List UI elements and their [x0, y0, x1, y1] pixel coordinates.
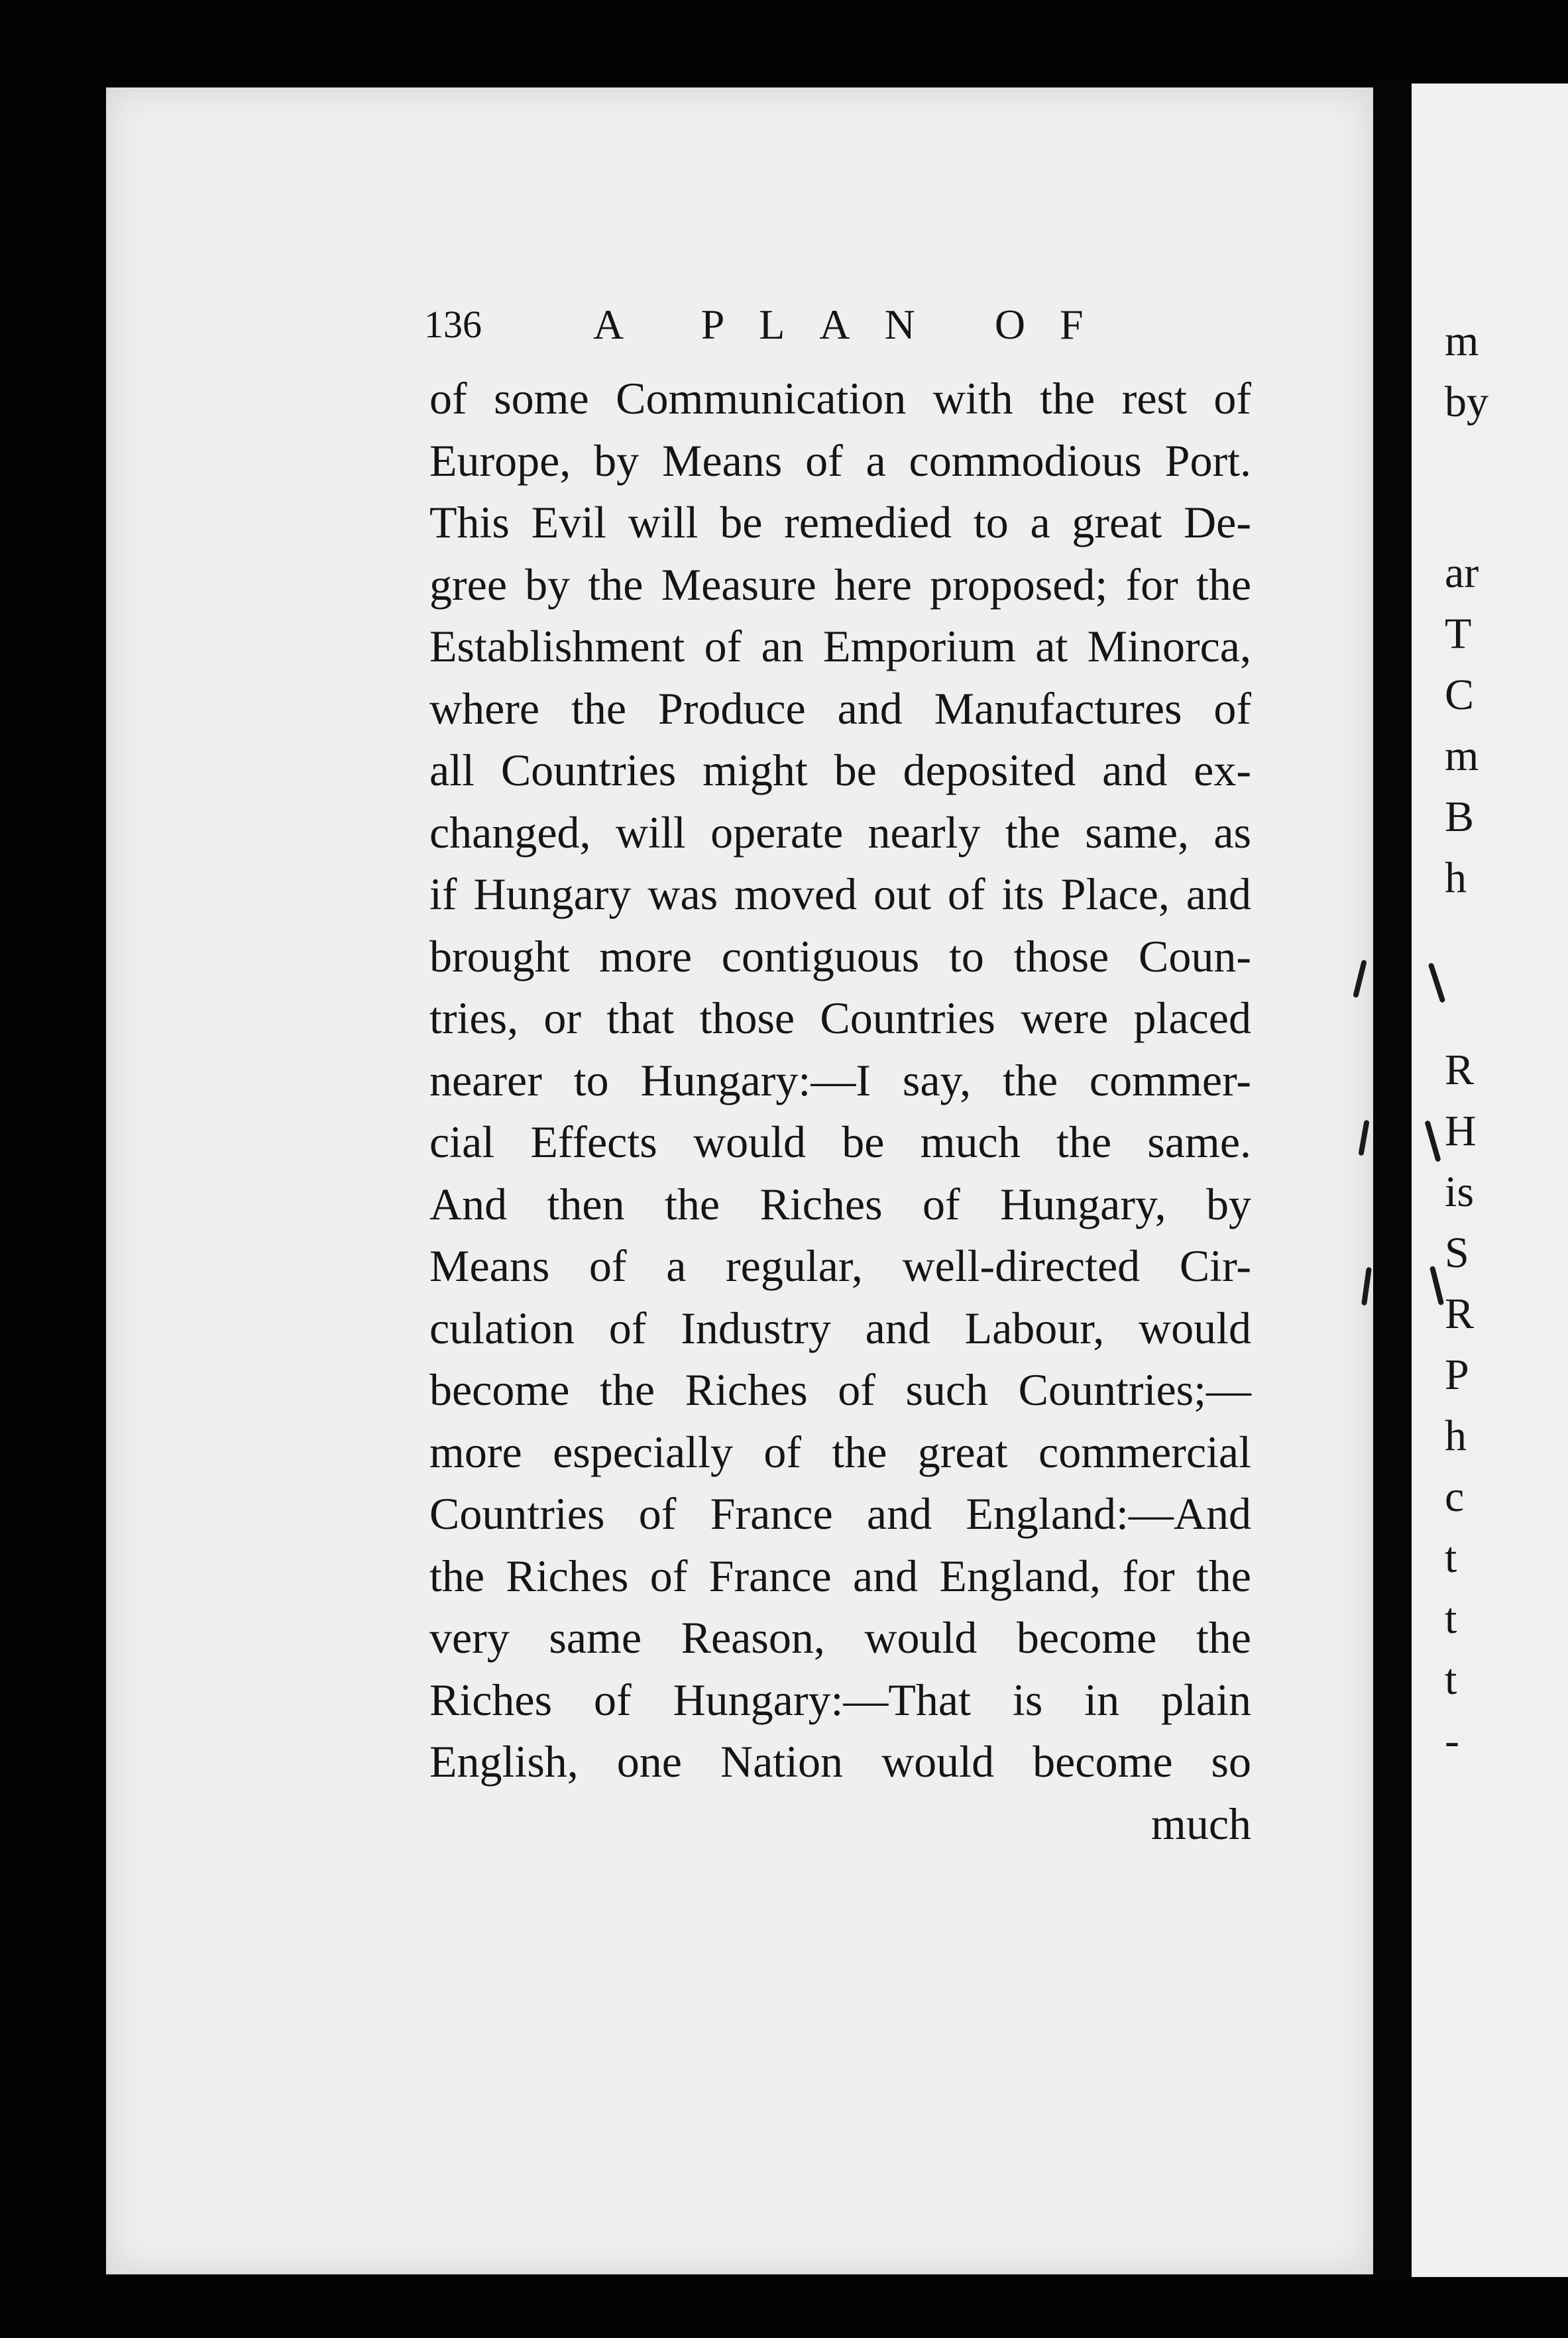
- text-line: more especially of the great commercial: [429, 1426, 1251, 1477]
- text-line: nearer to Hungary:—I say, the commer-: [429, 1054, 1251, 1105]
- text-line: very same Reason, would become the: [429, 1612, 1251, 1663]
- text-line: all Countries might be deposited and ex-: [429, 745, 1251, 795]
- text-line: gree by the Measure here proposed; for the: [429, 559, 1251, 610]
- body-text: [429, 368, 1251, 1855]
- right-page-fragment: R: [1445, 1290, 1475, 1338]
- text-line: This Evil will be remedied to a great De-: [429, 497, 1251, 547]
- text-line: Europe, by Means of a commodious Port.: [429, 435, 1251, 486]
- text-line: Establishment of an Emporium at Minorca,: [429, 621, 1251, 671]
- right-page-fragment-group: [1445, 543, 1568, 909]
- right-page-fragment: t: [1445, 1655, 1457, 1704]
- text-line: And then the Riches of Hungary, by: [429, 1178, 1251, 1229]
- right-page-fragment-group: [1445, 1040, 1568, 1772]
- right-page-fragment: T: [1445, 610, 1472, 658]
- right-page-fragment: t: [1445, 1533, 1457, 1582]
- running-head: [424, 295, 1246, 355]
- catchword: much: [1150, 1798, 1251, 1849]
- right-page-fragment: -: [1445, 1716, 1459, 1765]
- book-gutter: [1373, 80, 1412, 2280]
- page-number: 136: [424, 303, 482, 346]
- right-page-fragment: B: [1445, 793, 1475, 841]
- text-line: culation of Industry and Labour, would: [429, 1302, 1251, 1353]
- right-page-fragment: is: [1445, 1168, 1475, 1216]
- right-page-fragment: R: [1445, 1046, 1475, 1094]
- right-page-fragment: m: [1445, 732, 1479, 780]
- text-line: cial Effects would be much the same.: [429, 1117, 1251, 1167]
- text-line: become the Riches of such Countries;—: [429, 1364, 1251, 1415]
- right-page-fragment: m: [1445, 317, 1479, 365]
- text-line: if Hungary was moved out of its Place, and: [429, 869, 1251, 919]
- right-page-fragment: c: [1445, 1473, 1465, 1521]
- text-line: of some Communication with the rest of: [429, 373, 1251, 423]
- right-page-fragment: by: [1445, 378, 1488, 426]
- right-page-fragment: H: [1445, 1107, 1477, 1155]
- text-line: Countries of France and England:—And: [429, 1488, 1251, 1539]
- right-page-fragment: t: [1445, 1594, 1457, 1643]
- right-page-fragment: P: [1445, 1351, 1469, 1399]
- text-line: tries, or that those Countries were placed: [429, 993, 1251, 1043]
- right-page-fragment: C: [1445, 671, 1475, 719]
- text-line: where the Produce and Manufactures of: [429, 683, 1251, 734]
- right-page-fragment: ar: [1445, 549, 1479, 597]
- right-page-fragment-group: [1445, 311, 1568, 433]
- right-page-fragment: S: [1445, 1229, 1469, 1277]
- text-line: Riches of Hungary:—That is in plain: [429, 1674, 1251, 1725]
- text-line: the Riches of France and England, for the: [429, 1550, 1251, 1601]
- right-page-fragment: h: [1445, 1412, 1467, 1460]
- right-page-fragment: h: [1445, 854, 1467, 902]
- header-title: A PLAN OF: [593, 301, 1118, 348]
- text-line: Means of a regular, well-directed Cir-: [429, 1241, 1251, 1291]
- text-line: changed, will operate nearly the same, as: [429, 807, 1251, 858]
- text-line: brought more contiguous to those Coun-: [429, 930, 1251, 981]
- text-line: English, one Nation would become so: [429, 1736, 1251, 1787]
